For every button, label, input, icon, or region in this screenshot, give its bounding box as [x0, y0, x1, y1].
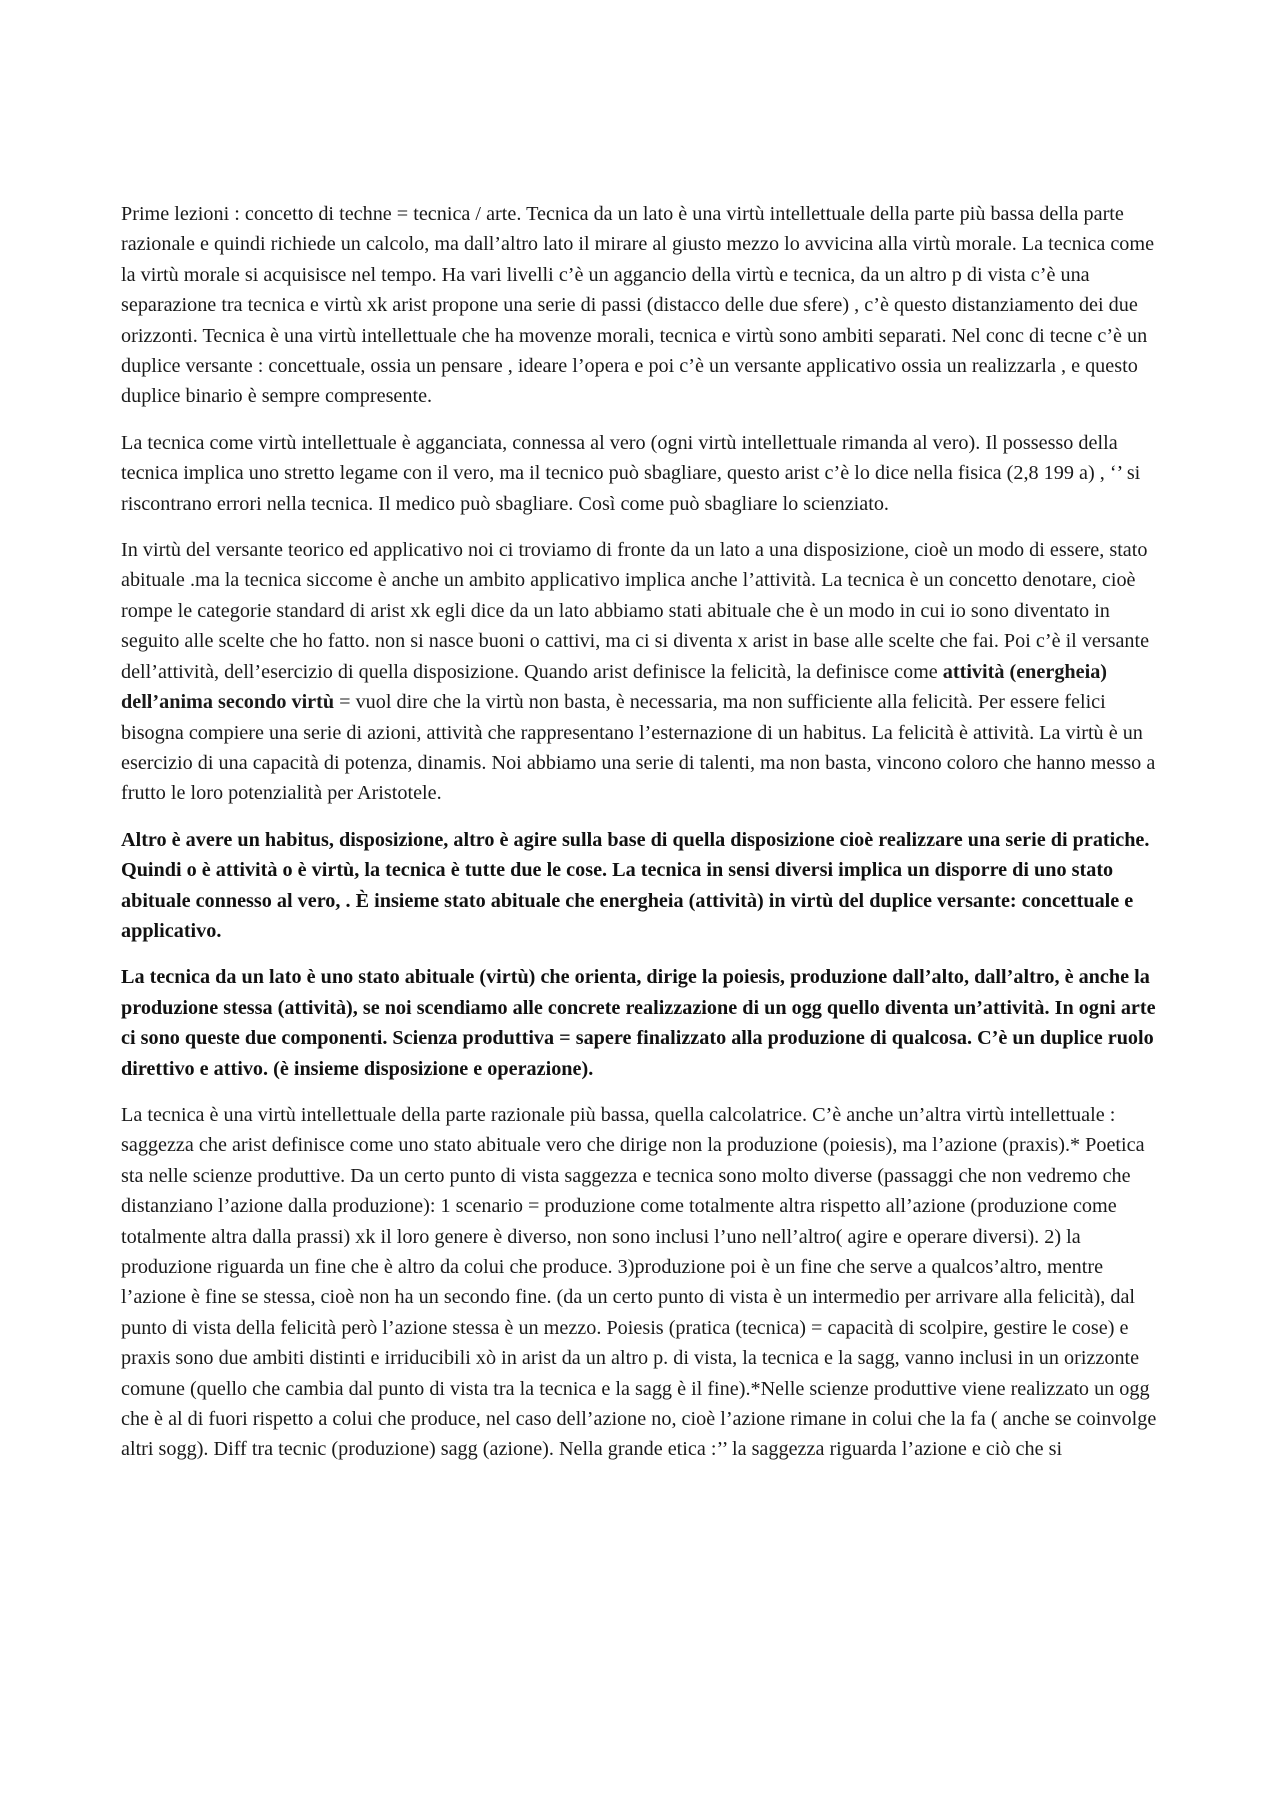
paragraph-techne-intro: Prime lezioni : concetto di techne = tecnica / arte. Tecnica da un lato è una virtù intellettuale della parte più bassa della parte razionale e quindi richiede un calcolo, ma dall’altro lato il mirare al giusto mezzo lo avvicina alla virtù morale. La tecnica come la virtù morale si acquisisce nel tempo. Ha vari livelli c’è un aggancio della virtù e tecnica, da un altro p di vista c’è una separazione tra tecnica e virtù xk arist propone una serie di passi (distacco delle due sfere) , c’è questo distanziamento dei due orizzonti. Tecnica è una virtù intellettuale che ha movenze morali, tecnica e virtù sono ambiti separati. Nel conc di tecne c’è un duplice versante : concettuale, ossia un pensare , ideare l’opera e poi c’è un versante applicativo ossia un realizzarla , e questo duplice binario è sempre compresente.: [121, 203, 1155, 408]
paragraph-techne-truth: La tecnica come virtù intellettuale è agganciata, connessa al vero (ogni virtù intellettuale rimanda al vero). Il possesso della tecnica implica uno stretto legame con il vero, ma il tecnico può sbagliare, questo arist c’è lo dice nella fisica (2,8 199 a) , ‘’ si riscontrano errori nella tecnica. Il medico può sbagliare. Così come può sbagliare lo scienziato.: [121, 431, 1141, 515]
paragraph-text-before: In virtù del versante teorico ed applicativo noi ci troviamo di fronte da un lato a una disposizione, cioè un modo di essere, stato abituale .ma la tecnica siccome è anche un ambito applicativo implica anche l’attività. La tecnica è un concetto denotare, cioè rompe le categorie standard di arist xk egli dice da un lato abbiamo stati abituale che è un modo in cui io sono diventato in seguito alle scelte che ho fatto. non si nasce buoni o cattivi, ma ci si diventa x arist in base alle scelte che fai. Poi c’è il versante dell’attività, dell’esercizio di quella disposizione. Quando arist definisce la felicità, la definisce come: [121, 539, 1150, 683]
paragraph-text-after: = vuol dire che la virtù non basta, è necessaria, ma non sufficiente alla felicità. Per essere felici bisogna compiere una serie di azioni, attività che rappresentano l’esternazione di un habitus. La felicità è attività. La virtù è un esercizio di una capacità di potenza, dinamis. Noi abbiamo una serie di talenti, ma non basta, vincono coloro che hanno messo a frutto le loro potenzialità per Aristotele.: [121, 691, 1156, 805]
document-page: [121, 199, 1163, 1481]
paragraph-habitus-bold: Altro è avere un habitus, disposizione, altro è agire sulla base di quella disposizione cioè realizzare una serie di pratiche. Quindi o è attività o è virtù, la tecnica è tutte due le cose. La tecnica in sensi diversi implica un disporre di uno stato abituale connesso al vero, . È insieme stato abituale che energheia (attività) in virtù del duplice versante: concettuale e applicativo.: [121, 828, 1150, 942]
bold-definition-happiness: attività (energheia) dell’anima secondo virtù: [121, 660, 1108, 714]
paragraph-poiesis-bold: La tecnica da un lato è uno stato abituale (virtù) che orienta, dirige la poiesis, produzione dall’alto, dall’altro, è anche la produzione stessa (attività), se noi scendiamo alle concrete realizzazione di un ogg quello diventa un’attività. In ogni arte ci sono queste due componenti. Scienza produttiva = sapere finalizzato alla produzione di qualcosa. C’è un duplice ruolo direttivo e attivo. (è insieme disposizione e operazione).: [121, 966, 1156, 1080]
paragraph-wisdom-vs-technique: La tecnica è una virtù intellettuale della parte razionale più bassa, quella calcolatrice. C’è anche un’altra virtù intellettuale : saggezza che arist definisce come uno stato abituale vero che dirige non la produzione (poiesis), ma l’azione (praxis).* Poetica sta nelle scienze produttive. Da un certo punto di vista saggezza e tecnica sono molto diverse (passaggi che non vedremo che distanziano l’azione dalla produzione): 1 scenario = produzione come totalmente altra rispetto all’azione (produzione come totalmente altra dalla prassi) xk il loro genere è diverso, non sono inclusi l’uno nell’altro( agire e operare diversi). 2) la produzione riguarda un fine che è altro da colui che produce. 3)produzione poi è un fine che serve a qualcos’altro, mentre l’azione è fine se stessa, cioè non ha un secondo fine. (da un certo punto di vista è un intermedio per arrivare alla felicità), dal punto di vista della felicità però l’azione stessa è un mezzo. Poiesis (pratica (tecnica) = capacità di scolpire, gestire le cose) e praxis sono due ambiti distinti e irriducibili xò in arist da un altro p. di vista, la tecnica e la sagg, vanno inclusi in un orizzonte comune (quello che cambia dal punto di vista tra la tecnica e la sagg è il fine).*Nelle scienze produttive viene realizzato un ogg che è al di fuori rispetto a colui che produce, nel caso dell’azione no, cioè l’azione rimane in colui che la fa ( anche se coinvolge altri sogg). Diff tra tecnic (produzione) sagg (azione). Nella grande etica :’’ la saggezza riguarda l’azione e ciò che si: [121, 1103, 1157, 1461]
paragraph-disposition-activity: [121, 535, 1163, 809]
